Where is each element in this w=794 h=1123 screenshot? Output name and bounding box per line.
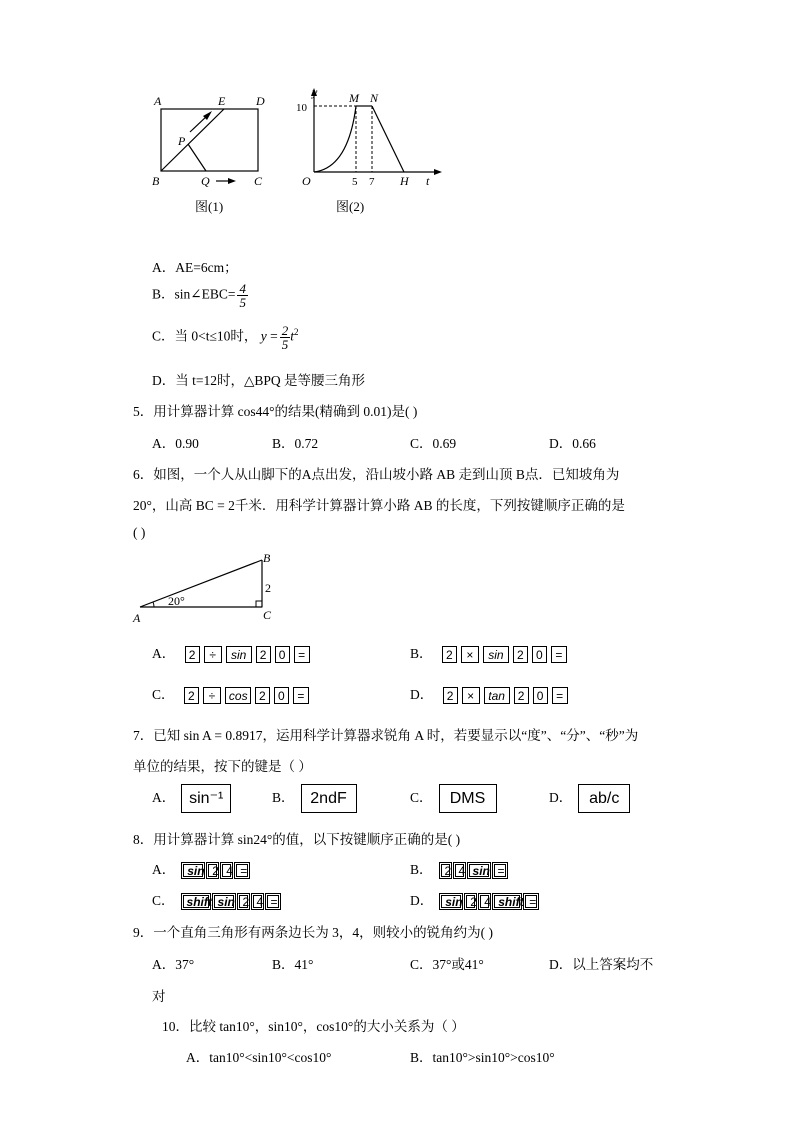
key-4: 4 xyxy=(478,893,491,910)
key-multiply: × xyxy=(461,646,479,663)
option-label: C． xyxy=(152,893,175,908)
q8-option-b xyxy=(410,858,512,879)
numerator: 2 xyxy=(281,323,289,338)
label-height: 2 xyxy=(265,581,271,595)
q10-option-a: A．tan10°<sin10°<cos10° xyxy=(186,1050,332,1065)
q4-option-c xyxy=(152,324,299,351)
key-2: 2 xyxy=(513,646,528,663)
key-2: 2 xyxy=(206,862,219,879)
label-q: Q xyxy=(201,174,210,188)
figure-1-caption: 图(1) xyxy=(195,199,224,214)
q6-option-b xyxy=(410,642,571,663)
key-sin: sin xyxy=(212,893,236,910)
q9-option-d: D．以上答案均不 xyxy=(549,957,654,972)
figure-1-rectangle xyxy=(140,88,280,218)
q7-line-1: 7．已知 sin A = 0.8917，运用科学计算器求锐角 A 时，若要显示以“度”、“分”、“秒”为 xyxy=(133,728,639,743)
q4-option-b xyxy=(152,282,248,309)
label-e: E xyxy=(218,94,226,108)
key-2: 2 xyxy=(442,646,457,663)
key-sin: sin xyxy=(439,893,463,910)
key-2: 2 xyxy=(514,687,529,704)
option-label: B． xyxy=(410,646,433,661)
figure-2-graph xyxy=(290,82,450,218)
key-sin: sin xyxy=(181,862,205,879)
key-equals: = xyxy=(552,687,568,704)
q7-option-a xyxy=(152,784,231,813)
key-2: 2 xyxy=(184,687,199,704)
q5-option-c: C．0.69 xyxy=(410,436,457,451)
q4-option-a: A．AE=6cm； xyxy=(152,260,238,275)
equals-sign: = xyxy=(270,328,278,344)
q8-option-c xyxy=(152,889,285,910)
key-equals: = xyxy=(492,862,508,879)
fraction-2-5 xyxy=(280,324,291,351)
key-sin: sin xyxy=(483,646,509,663)
label-p: P xyxy=(178,134,186,148)
key-4: 4 xyxy=(453,862,466,879)
q5-option-d: D．0.66 xyxy=(549,436,596,451)
q5-stem: 5．用计算器计算 cos44°的结果(精确到 0.01)是( ) xyxy=(133,404,418,419)
q6-line-3: ( ) xyxy=(133,525,146,540)
q10-stem: 10．比较 tan10°，sin10°，cos10°的大小关系为（ ） xyxy=(162,1019,465,1034)
var-y: y xyxy=(260,328,267,344)
tick-7: 7 xyxy=(369,176,375,188)
key-4: 4 xyxy=(251,893,264,910)
denominator: 5 xyxy=(281,337,289,352)
key-equals: = xyxy=(265,893,281,910)
option-label: D． xyxy=(410,687,434,702)
key-0: 0 xyxy=(533,687,548,704)
key-equals: = xyxy=(293,687,309,704)
label-a: A xyxy=(133,611,141,625)
q9-option-a: A．37° xyxy=(152,957,195,972)
q6-option-c xyxy=(152,683,313,704)
q4-option-c-text: C．当 0<t≤10时， xyxy=(152,328,258,344)
option-label: C． xyxy=(152,687,175,702)
label-angle: 20° xyxy=(168,594,185,608)
option-label: B． xyxy=(410,862,433,877)
label-c: C xyxy=(263,608,272,622)
key-0: 0 xyxy=(275,646,290,663)
tick-10: 10 xyxy=(296,102,307,114)
key-dms: DMS xyxy=(439,784,497,813)
option-label: D． xyxy=(410,893,434,908)
key-tan: tan xyxy=(484,687,510,704)
q8-option-d xyxy=(410,889,543,910)
key-2: 2 xyxy=(185,646,200,663)
q5-option-a: A．0.90 xyxy=(152,436,199,451)
q5-option-b: B．0.72 xyxy=(272,436,319,451)
key-0: 0 xyxy=(532,646,547,663)
key-equals: = xyxy=(523,893,539,910)
label-b: B xyxy=(152,174,160,188)
option-label: D． xyxy=(549,789,573,805)
label-o: O xyxy=(302,174,311,188)
label-d: D xyxy=(256,94,265,108)
tick-5: 5 xyxy=(352,176,358,188)
q9-stem: 9．一个直角三角形有两条边长为 3，4，则较小的锐角约为( ) xyxy=(133,925,493,940)
key-equals: = xyxy=(294,646,310,663)
q6-line-2: 20°，山高 BC = 2千米．用科学计算器计算小路 AB 的长度，下列按键顺序正确的是 xyxy=(133,498,625,513)
key-2: 2 xyxy=(256,646,271,663)
numerator: 4 xyxy=(239,281,246,296)
key-ab-c: ab/c xyxy=(578,784,630,813)
key-inverse-sin: sin⁻¹ xyxy=(181,784,231,813)
key-shift: shift xyxy=(181,893,211,910)
q7-option-c xyxy=(410,784,497,813)
label-b: B xyxy=(263,551,271,565)
option-label: A． xyxy=(152,862,176,877)
q6-triangle-figure xyxy=(128,548,288,628)
key-shift: shift xyxy=(492,893,522,910)
q10-option-b: B．tan10°>sin10°>cos10° xyxy=(410,1050,555,1065)
q6-option-d xyxy=(410,683,572,704)
key-equals: = xyxy=(551,646,567,663)
option-label: C． xyxy=(410,789,433,805)
axis-y-label: y xyxy=(312,85,318,99)
key-divide: ÷ xyxy=(203,687,221,704)
exponent: 2 xyxy=(294,327,299,338)
q6-line-1: 6．如图，一个人从山脚下的A点出发，沿山坡小路 AB 走到山顶 B点．已知坡角为 xyxy=(133,467,620,482)
key-0: 0 xyxy=(274,687,289,704)
key-2: 2 xyxy=(439,862,452,879)
var-t: t xyxy=(290,328,295,344)
label-n: N xyxy=(370,91,379,105)
q9-option-c: C．37°或41° xyxy=(410,957,484,972)
key-4: 4 xyxy=(220,862,233,879)
label-c: C xyxy=(254,174,263,188)
key-sin: sin xyxy=(226,646,252,663)
key-sin: sin xyxy=(467,862,491,879)
label-m: M xyxy=(349,91,359,105)
q4-option-d: D．当 t=12时，△BPQ 是等腰三角形 xyxy=(152,373,366,388)
q8-option-a xyxy=(152,858,254,879)
q7-option-b xyxy=(272,784,357,813)
key-cos: cos xyxy=(225,687,251,704)
fraction-4-5 xyxy=(237,282,248,309)
key-multiply: × xyxy=(462,687,480,704)
key-equals: = xyxy=(234,862,250,879)
option-label: A． xyxy=(152,646,176,661)
q4-option-b-text: B．sin∠EBC= xyxy=(152,286,236,302)
q7-line-2: 单位的结果，按下的键是（ ） xyxy=(133,759,312,774)
q8-stem: 8．用计算器计算 sin24°的值，以下按键顺序正确的是( ) xyxy=(133,832,461,847)
key-2: 2 xyxy=(464,893,477,910)
option-label: B． xyxy=(272,789,295,805)
axis-t-label: t xyxy=(426,174,430,188)
q6-option-a xyxy=(152,642,314,663)
denominator: 5 xyxy=(239,295,246,310)
option-label: A． xyxy=(152,789,176,805)
key-2: 2 xyxy=(255,687,270,704)
key-2: 2 xyxy=(237,893,250,910)
key-divide: ÷ xyxy=(204,646,222,663)
label-a: A xyxy=(154,94,162,108)
q9-option-d-wrap: 对 xyxy=(152,989,166,1004)
q9-option-b: B．41° xyxy=(272,957,314,972)
key-2ndf: 2ndF xyxy=(301,784,357,813)
key-2: 2 xyxy=(443,687,458,704)
q7-option-d xyxy=(549,784,630,813)
label-h: H xyxy=(400,174,409,188)
figure-2-caption: 图(2) xyxy=(336,199,365,214)
